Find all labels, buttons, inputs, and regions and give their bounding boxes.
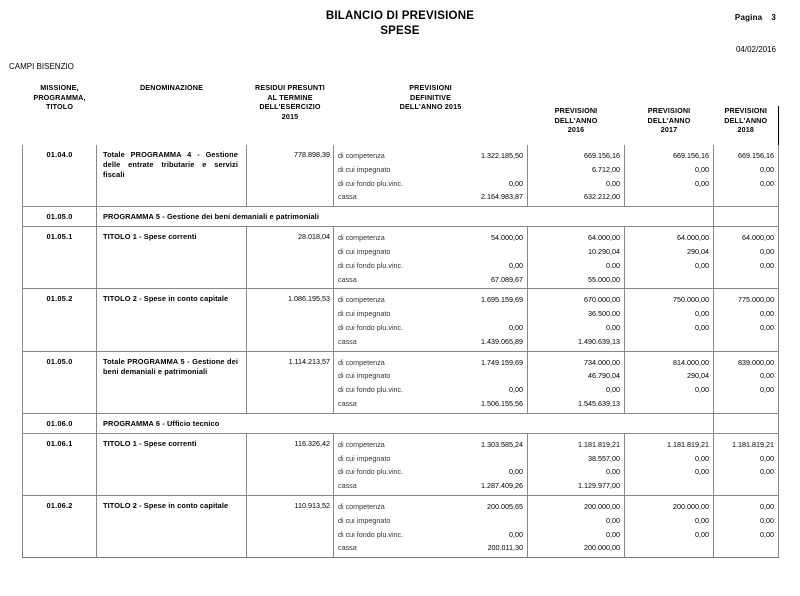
amount-value: 0,00	[760, 246, 775, 256]
col-header-prev2016-line2: DELL'ANNO	[554, 115, 598, 125]
amount-value: 775.000,00	[738, 295, 775, 305]
row-2018-values	[714, 495, 779, 557]
row-measure-labels	[334, 145, 431, 207]
amount-value: 0,00	[606, 178, 621, 188]
amount-value: 0,00	[606, 529, 621, 539]
measure-label: di cui fondo plu.vinc.	[338, 322, 404, 332]
amount-value: 0,00	[606, 515, 621, 525]
row-def2015-values	[431, 227, 528, 289]
amount-value: 55.000,00	[588, 274, 621, 284]
amount-value: 67.089,67	[491, 274, 524, 284]
amount-value: 0,00	[509, 322, 524, 332]
table-row	[23, 351, 779, 413]
row-denomination: TITOLO 2 - Spese in conto capitale	[97, 289, 247, 351]
table-row	[23, 289, 779, 351]
table-header	[23, 83, 779, 145]
col-header-missione-line3: TITOLO	[45, 102, 74, 111]
row-2017-values	[625, 433, 714, 495]
amount-value: 0,00	[695, 164, 710, 174]
row-2017-values	[625, 495, 714, 557]
measure-label: di cui fondo plu.vinc.	[338, 178, 404, 188]
amount-value: 200.005,65	[487, 501, 524, 511]
amount-value: 0,00	[695, 385, 710, 395]
measure-label: cassa	[338, 543, 357, 553]
amount-value: 1.129.977,00	[578, 481, 621, 491]
amount-value: 0,00	[509, 529, 524, 539]
row-section-filler	[714, 413, 779, 433]
amount-value: 0,00	[509, 385, 524, 395]
measure-label: cassa	[338, 336, 357, 346]
row-2017-values	[625, 289, 714, 351]
measure-label: di competenza	[338, 439, 385, 449]
row-def2015-values	[431, 289, 528, 351]
amount-value: 54.000,00	[491, 233, 524, 243]
row-residui-value: 1.086.195,53	[247, 289, 334, 351]
amount-value: 0,00	[509, 260, 524, 270]
row-code: 01.06.0	[23, 413, 97, 433]
row-denomination: Totale PROGRAMMA 5 - Gestione dei beni demaniali e patrimoniali	[97, 351, 247, 413]
row-residui-value: 110.913,52	[247, 495, 334, 557]
amount-value: 36.500,00	[588, 309, 621, 319]
amount-value: 1.287.409,26	[481, 481, 524, 491]
amount-value: 0,00	[760, 309, 775, 319]
row-2016-values	[528, 289, 625, 351]
row-residui-value: 1.114.213,57	[247, 351, 334, 413]
col-header-residui-line4: 2015	[281, 111, 299, 121]
amount-value: 632.212,00	[584, 192, 621, 202]
amount-value: 0,00	[760, 260, 775, 270]
amount-value: 0,00	[695, 322, 710, 332]
row-2016-values	[528, 145, 625, 207]
amount-value: 1.322.185,50	[481, 151, 524, 160]
row-def2015-values	[431, 145, 528, 207]
table-row	[23, 495, 779, 557]
amount-value: 1.545.639,13	[578, 398, 621, 408]
amount-value: 64.000,00	[588, 233, 621, 243]
document-date: 04/02/2016	[735, 45, 776, 54]
amount-value: 0,00	[509, 178, 524, 188]
measure-label: cassa	[338, 192, 357, 202]
amount-value: 669.156,16	[738, 151, 775, 160]
row-2016-values	[528, 351, 625, 413]
col-header-prev2016-line1: PREVISIONI	[554, 106, 598, 115]
col-header-residui-line1: RESIDUI PRESUNTI	[255, 83, 325, 92]
row-measure-labels	[334, 495, 431, 557]
table-row	[23, 413, 779, 433]
amount-value: 200.000,00	[584, 543, 621, 553]
amount-value: 0,00	[760, 467, 775, 477]
row-2017-values	[625, 145, 714, 207]
amount-value: 0,00	[695, 529, 710, 539]
table-row	[23, 145, 779, 207]
col-header-prev-2017	[625, 106, 714, 145]
row-def2015-values	[431, 351, 528, 413]
amount-value: 1.439.065,89	[481, 336, 524, 346]
page-title: BILANCIO DI PREVISIONE	[325, 10, 475, 22]
col-header-missione	[23, 83, 97, 145]
amount-value: 10.290,04	[588, 246, 621, 256]
page-label-text: Pagina	[734, 13, 763, 22]
col-header-prev2016-line3: 2016	[567, 125, 585, 134]
col-header-previsioni-definitive	[334, 83, 528, 145]
col-header-denominazione: DENOMINAZIONE	[139, 83, 204, 92]
amount-value: 6.712,00	[592, 164, 621, 174]
amount-value: 0,00	[606, 260, 621, 270]
amount-value: 0,00	[695, 260, 710, 270]
row-2018-values	[714, 145, 779, 207]
row-2018-values	[714, 227, 779, 289]
row-section-filler	[714, 207, 779, 227]
amount-value: 0,00	[606, 467, 621, 477]
col-header-prev2017-line3: 2017	[660, 125, 678, 134]
row-2018-values	[714, 351, 779, 413]
row-residui-value: 28.018,04	[247, 227, 334, 289]
amount-value: 1.303.585,24	[481, 439, 524, 449]
table-body	[23, 145, 779, 558]
amount-value: 0,00	[760, 371, 775, 381]
measure-label: di competenza	[338, 295, 385, 305]
amount-value: 669.156,16	[673, 151, 710, 160]
amount-value: 1.181.819,21	[578, 439, 621, 449]
row-code: 01.06.1	[23, 433, 97, 495]
row-section-name: PROGRAMMA 6 - Ufficio tecnico	[97, 413, 714, 433]
row-code: 01.05.2	[23, 289, 97, 351]
amount-value: 669.156,16	[584, 151, 621, 160]
amount-value: 38.557,00	[588, 453, 621, 463]
measure-label: di competenza	[338, 233, 385, 243]
measure-label: di cui impegnato	[338, 246, 391, 256]
amount-value: 0,00	[695, 309, 710, 319]
col-header-prev2018-line3: 2018	[737, 125, 755, 134]
amount-value: 290,04	[687, 246, 710, 256]
amount-value: 750.000,00	[673, 295, 710, 305]
col-header-missione-line1: MISSIONE,	[40, 83, 79, 92]
entity-name: CAMPI BISENZIO	[9, 62, 74, 71]
row-2016-values	[528, 433, 625, 495]
measure-label: di cui impegnato	[338, 309, 391, 319]
col-header-prev-2016	[528, 106, 625, 145]
amount-value: 1.181.819,21	[667, 439, 710, 449]
row-code: 01.05.0	[23, 207, 97, 227]
col-header-residui-line2: AL TERMINE	[267, 92, 313, 102]
row-denomination: Totale PROGRAMMA 4 - Gestione delle entrate tributarie e servizi fiscali	[97, 145, 247, 207]
amount-value: 0,00	[760, 322, 775, 332]
row-residui-value: 116.326,42	[247, 433, 334, 495]
col-header-prev2018-line2: DELL'ANNO	[724, 115, 768, 125]
row-2018-values	[714, 433, 779, 495]
row-def2015-values	[431, 495, 528, 557]
measure-label: di cui impegnato	[338, 453, 391, 463]
col-header-prev-2018	[714, 106, 779, 145]
measure-label: cassa	[338, 398, 357, 408]
table-row	[23, 207, 779, 227]
row-measure-labels	[334, 227, 431, 289]
row-measure-labels	[334, 433, 431, 495]
row-2016-values	[528, 227, 625, 289]
row-section-name: PROGRAMMA 5 - Gestione dei beni demaniali e patrimoniali	[97, 207, 714, 227]
amount-value: 46.790,04	[588, 371, 621, 381]
amount-value: 0,00	[509, 467, 524, 477]
amount-value: 0,00	[760, 501, 775, 511]
amount-value: 0,00	[606, 322, 621, 332]
amount-value: 64.000,00	[742, 233, 775, 243]
amount-value: 0,00	[760, 453, 775, 463]
amount-value: 290,04	[687, 371, 710, 381]
table-header-row-1	[23, 83, 779, 106]
amount-value: 0,00	[695, 467, 710, 477]
measure-label: di cui fondo plu.vinc.	[338, 385, 404, 395]
amount-value: 814.000,00	[673, 357, 710, 367]
amount-value: 2.164.983,87	[481, 192, 524, 202]
measure-label: di cui impegnato	[338, 515, 391, 525]
measure-label: cassa	[338, 481, 357, 491]
row-code: 01.05.1	[23, 227, 97, 289]
row-measure-labels	[334, 289, 431, 351]
amount-value: 0,00	[760, 515, 775, 525]
amount-value: 0,00	[606, 385, 621, 395]
amount-value: 670.000,00	[584, 295, 621, 305]
row-denomination: TITOLO 1 - Spese correnti	[97, 227, 247, 289]
col-header-prevdef-line2: DEFINITIVE	[409, 92, 452, 102]
row-code: 01.06.2	[23, 495, 97, 557]
amount-value: 1.749.159,69	[481, 357, 524, 367]
col-header-residui	[247, 83, 334, 145]
measure-label: di competenza	[338, 357, 385, 367]
row-denomination: TITOLO 1 - Spese correnti	[97, 433, 247, 495]
amount-value: 1.490.639,13	[578, 336, 621, 346]
row-residui-value: 778.898,39	[247, 145, 334, 207]
amount-value: 1.181.819,21	[732, 439, 775, 449]
table-row	[23, 433, 779, 495]
amount-value: 839.000,00	[738, 357, 775, 367]
measure-label: cassa	[338, 274, 357, 284]
row-2016-values	[528, 495, 625, 557]
col-header-prevdef-line1: PREVISIONI	[409, 83, 452, 92]
amount-value: 200.000,00	[584, 501, 621, 511]
amount-value: 200.000,00	[673, 501, 710, 511]
amount-value: 1.695.159,69	[481, 295, 524, 305]
amount-value: 734.000,00	[584, 357, 621, 367]
page-subtitle: SPESE	[380, 25, 420, 37]
amount-value: 1.506.155,56	[481, 398, 524, 408]
col-header-prevdef-line3: DELL'ANNO 2015	[399, 102, 462, 111]
amount-value: 0,00	[760, 164, 775, 174]
table-row	[23, 227, 779, 289]
budget-table	[22, 83, 779, 558]
amount-value: 0,00	[695, 178, 710, 188]
measure-label: di cui impegnato	[338, 164, 391, 174]
col-header-missione-line2: PROGRAMMA,	[33, 92, 86, 102]
col-header-prev2018-line1: PREVISIONI	[724, 106, 768, 115]
row-2017-values	[625, 351, 714, 413]
row-2018-values	[714, 289, 779, 351]
measure-label: di competenza	[338, 501, 385, 511]
measure-label: di competenza	[338, 151, 385, 160]
amount-value: 0,00	[760, 385, 775, 395]
measure-label: di cui impegnato	[338, 371, 391, 381]
row-measure-labels	[334, 351, 431, 413]
col-header-prev2017-line2: DELL'ANNO	[647, 115, 691, 125]
col-header-previsioni-group	[528, 83, 779, 106]
row-2017-values	[625, 227, 714, 289]
amount-value: 0,00	[760, 529, 775, 539]
row-code: 01.04.0	[23, 145, 97, 207]
row-def2015-values	[431, 433, 528, 495]
col-header-prev2017-line1: PREVISIONI	[647, 106, 691, 115]
row-denomination: TITOLO 2 - Spese in conto capitale	[97, 495, 247, 557]
amount-value: 0,00	[695, 453, 710, 463]
amount-value: 200.011,30	[487, 543, 524, 553]
measure-label: di cui fondo plu.vinc.	[338, 467, 404, 477]
amount-value: 0,00	[760, 178, 775, 188]
amount-value: 0,00	[695, 515, 710, 525]
row-code: 01.05.0	[23, 351, 97, 413]
page-number-value: 3	[771, 13, 776, 22]
amount-value: 64.000,00	[677, 233, 710, 243]
page-number-label	[735, 13, 776, 22]
measure-label: di cui fondo plu.vinc.	[338, 260, 404, 270]
measure-label: di cui fondo plu.vinc.	[338, 529, 404, 539]
col-header-residui-line3: DELL'ESERCIZIO	[259, 102, 321, 111]
